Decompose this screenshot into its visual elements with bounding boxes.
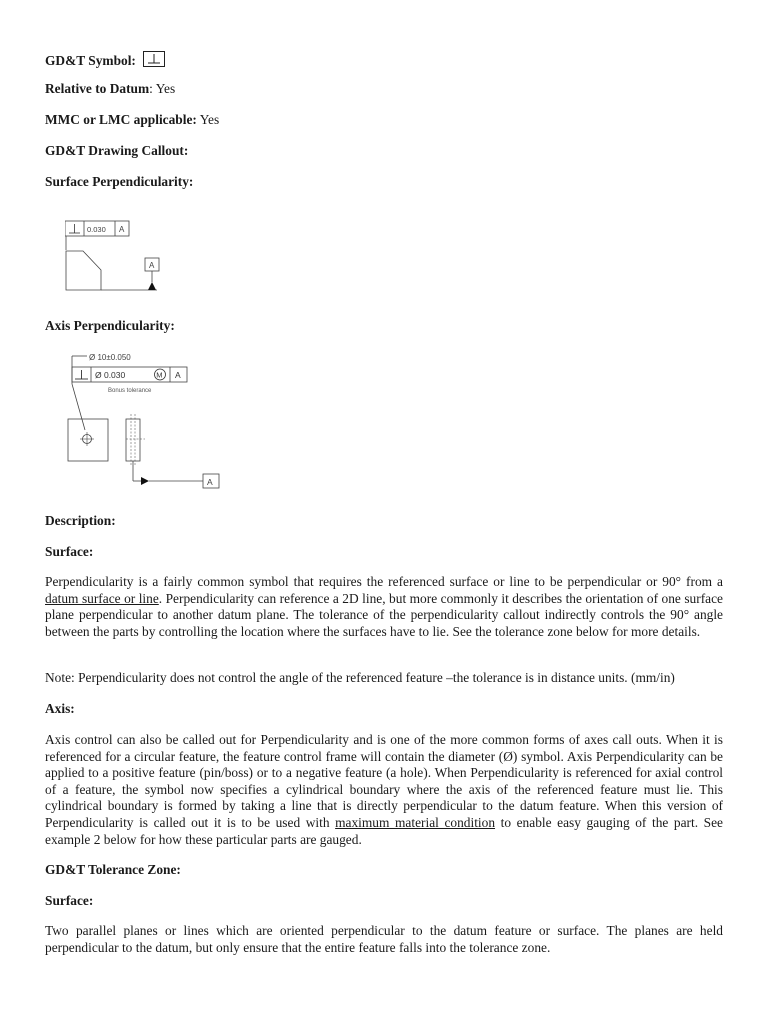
bonus-tolerance-note: Bonus tolerance bbox=[108, 388, 152, 394]
gdt-symbol-label: GD&T Symbol: bbox=[45, 53, 136, 68]
surface-perpendicularity-diagram bbox=[65, 218, 185, 298]
datum-value: : Yes bbox=[149, 81, 176, 96]
surface-datum-ref: A bbox=[119, 225, 125, 234]
surface-part-outline bbox=[66, 251, 101, 290]
mmc-label: MMC or LMC applicable: bbox=[45, 112, 197, 127]
description-axis-paragraph: Axis control can also be called out for Perpendicularity and is one of the more common forms of axes call outs. When it is referenced for a circular feature, the feature control frame will contain the diameter (Ø) symbol. Axis Perpendicularity can be applied to a positive feature (pin/boss) or to a negative feature (a hole). When Perpendicularity is referenced for axial control of a feature, the symbol now specifies a cylindrical boundary where the axis of the referenced feature must lie. This cylindrical boundary is formed by taking a line that is directly perpendicular to the datum feature. When this version of Perpendicularity is called out it is to be used with maximum material condition to enable easy gauging of the part. See example 2 below for how these particular parts are gauged. bbox=[45, 732, 723, 847]
axis-perp-heading: Axis Perpendicularity: bbox=[45, 318, 175, 333]
datum-triangle-icon bbox=[148, 282, 156, 290]
description-axis-heading: Axis: bbox=[45, 701, 75, 716]
mmc-value: Yes bbox=[196, 112, 220, 127]
axis-perpendicularity-diagram bbox=[63, 346, 233, 494]
axis-part-side-view bbox=[126, 419, 140, 461]
surface-datum-flag-label: A bbox=[149, 261, 155, 270]
perpendicularity-icon bbox=[69, 224, 80, 233]
gdt-symbol-row bbox=[45, 51, 165, 69]
callout-heading: GD&T Drawing Callout: bbox=[45, 143, 189, 158]
tolerance-zone-heading: GD&T Tolerance Zone: bbox=[45, 862, 181, 877]
axis-part-top-view bbox=[68, 419, 108, 461]
description-surface-heading: Surface: bbox=[45, 544, 94, 559]
surface-tolerance-value: 0.030 bbox=[87, 225, 106, 234]
description-surface-note: Note: Perpendicularity does not control the angle of the referenced feature –the tolerance is in distance units. (mm/in) bbox=[45, 670, 675, 685]
axis-datum-flag-label: A bbox=[207, 477, 213, 487]
datum-row bbox=[45, 81, 175, 97]
mmc-link[interactable]: maximum material condition bbox=[335, 814, 496, 830]
datum-triangle-icon bbox=[141, 477, 149, 485]
description-heading: Description: bbox=[45, 513, 116, 528]
axis-modifier: M bbox=[156, 370, 163, 380]
perpendicularity-icon bbox=[75, 370, 88, 379]
surface-perp-heading: Surface Perpendicularity: bbox=[45, 174, 194, 189]
tolerance-zone-surface-heading: Surface: bbox=[45, 893, 94, 908]
datum-label: Relative to Datum bbox=[45, 81, 150, 96]
axis-datum-ref: A bbox=[175, 370, 181, 380]
description-surface-paragraph: Perpendicularity is a fairly common symbol that requires the referenced surface or line to be perpendicular or 90° from a datum surface or line. Perpendicularity can reference a 2D line, but more commonly it describes the orientation of one surface plane perpendicular to another datum plane. The tolerance of the perpendicularity callout indirectly controls the 90° angle between the parts by controlling the location where the surfaces have to lie. See the tolerance zone below for more details. bbox=[45, 574, 723, 639]
perpendicularity-icon bbox=[143, 51, 165, 67]
axis-tolerance-value: Ø 0.030 bbox=[95, 370, 126, 380]
axis-diameter-spec: Ø 10±0.050 bbox=[89, 353, 131, 362]
tolerance-zone-surface-paragraph: Two parallel planes or lines which are oriented perpendicular to the datum feature or surface. The planes are held perpendicular to the datum, but only ensure that the entire feature falls into the tolerance zone. bbox=[45, 923, 723, 955]
datum-surface-link[interactable]: datum surface or line bbox=[45, 590, 159, 606]
mmc-row bbox=[45, 112, 219, 128]
